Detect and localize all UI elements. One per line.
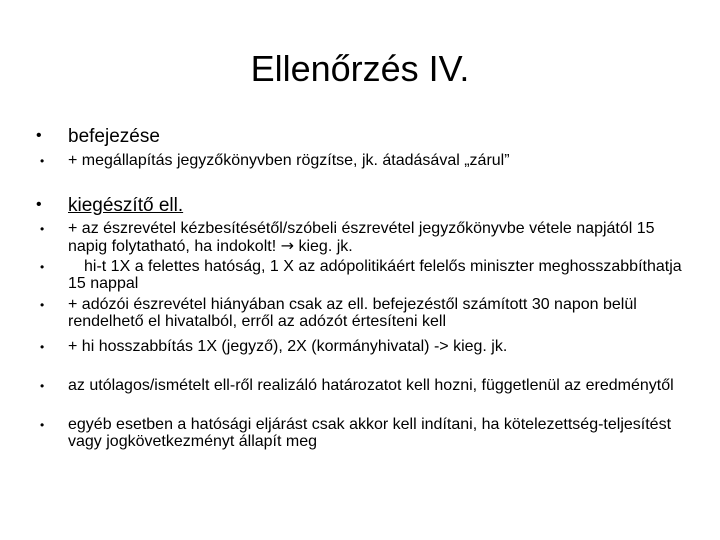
list-item-text: hi-t 1X a felettes hatóság, 1 X az adópolitikáért felelős miniszter meghosszabbíthatja 15 nappal bbox=[68, 258, 682, 292]
list-item-text: befejezése bbox=[68, 126, 160, 147]
list-item-text: + megállapítás jegyzőkönyvben rögzítse, jk. átadásával „zárul” bbox=[68, 152, 510, 169]
bullet-marker: • bbox=[36, 196, 42, 213]
bullet-marker: • bbox=[40, 379, 45, 393]
list-item-text: kiegészítő ell. bbox=[68, 195, 184, 216]
bullet-marker: • bbox=[40, 260, 45, 274]
bullet-marker: • bbox=[40, 418, 45, 432]
list-item-text: + adózói észrevétel hiányában csak az ell. befejezéstől számított 30 napon belül rendelhető el hivatalból, erről az adózót értesíteni kell bbox=[68, 296, 637, 330]
list-item-text: az utólagos/ismételt ell-ről realizáló határozatot kell hozni, függetlenül az eredménytől bbox=[68, 377, 674, 394]
item-text-part: + az észrevétel kézbesítésétől/szóbeli észrevétel jegyzőkönyvbe vétele napjától 15 napig folytatható, ha indokolt! bbox=[68, 220, 655, 255]
list-item-text: egyéb esetben a hatósági eljárást csak akkor kell indítani, ha kötelezettség-teljesítést vagy jogkövetkezményt állapít meg bbox=[68, 416, 672, 450]
list-item-text bbox=[68, 220, 688, 255]
list-item-text: + hi hosszabbítás 1X (jegyző), 2X (kormányhivatal) -> kieg. jk. bbox=[68, 338, 508, 355]
bullet-marker: • bbox=[40, 340, 45, 354]
bullet-marker: • bbox=[40, 298, 45, 312]
item-text-part: kieg. jk. bbox=[298, 238, 353, 255]
bullet-marker: • bbox=[40, 222, 45, 236]
arrow-icon: → bbox=[280, 236, 295, 255]
bullet-marker: • bbox=[40, 154, 45, 168]
slide-title: Ellenőrzés IV. bbox=[250, 48, 470, 89]
bullet-marker: • bbox=[36, 127, 42, 144]
